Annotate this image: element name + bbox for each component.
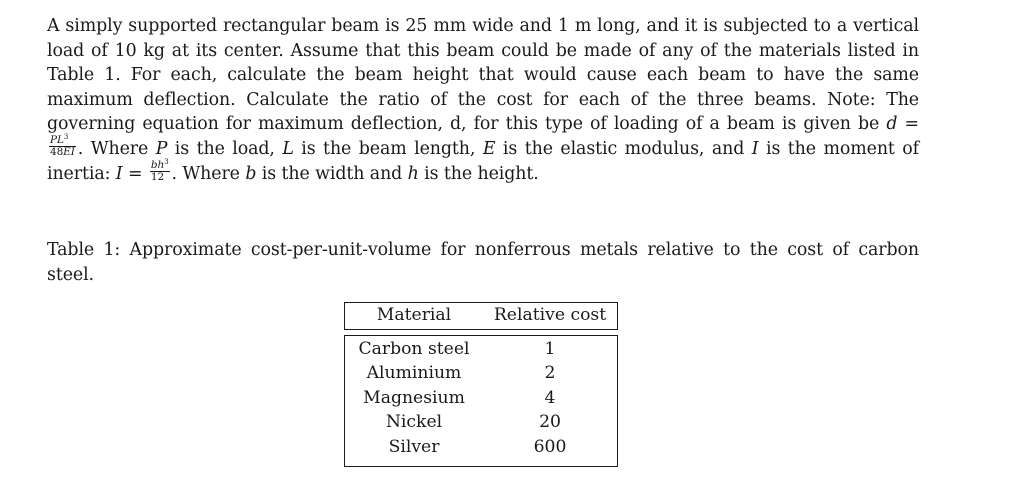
var-d: d [886,114,898,135]
equals-2: = [122,163,148,184]
problem-text-1: A simply supported rectangular beam is 25 mm wide and 1 m long, and it is subjected to a vertical load of 10 kg at its center. Assume that this beam could be made of any of the materials listed in Table 1. For each, calculate the beam height that would cause each beam to have the same maximum deflection. Calculate the ratio of the cost for each of the three beams. Note: The governing equation for maximum deflection, d, for this type of loading of a beam is given be [47,16,919,135]
material-cell: Magnesium [363,387,465,408]
material-cell: Aluminium [366,363,462,384]
numerator-exp-2: 3 [164,157,169,166]
material-cell: Nickel [385,412,443,433]
table-row [345,361,617,385]
cost-cell: 20 [539,412,561,433]
table-rows [345,337,617,459]
var-h: h [407,163,419,184]
denominator-ei: EI [63,145,75,158]
var-l: L [282,138,294,159]
problem-text-4: is the beam length, [293,138,483,159]
problem-text-6: is the moment of inertia: [47,138,920,184]
table-row [345,410,617,434]
problem-text-5: is the elastic modulus, and [495,138,752,159]
table-row [345,386,617,410]
table-header [344,302,618,330]
table-row [345,337,617,361]
inertia-fraction [150,157,170,183]
deflection-denominator [49,147,76,158]
problem-statement [47,14,919,186]
var-b: b [245,163,257,184]
problem-text-2: . Where [77,138,156,159]
table-caption: Table 1: Approximate cost-per-unit-volume for nonferrous metals relative to the cost of carbon steel. [47,240,919,285]
problem-text-7: . Where [171,163,246,184]
numerator-bh: bh [150,158,165,171]
var-p: P [155,138,168,159]
problem-text-3: is the load, [167,138,283,159]
material-cell: Silver [388,436,440,457]
denominator-12: 12 [150,170,165,183]
header-material: Material [376,305,452,325]
cost-cell: 2 [544,363,556,384]
header-relative-cost: Relative cost [493,305,607,325]
equals-1: = [897,114,919,135]
denominator-number: 48 [50,145,64,158]
inertia-denominator [150,172,170,183]
var-i-2: I [115,163,123,184]
material-cell: Carbon steel [358,339,470,359]
cost-cell: 4 [544,387,556,408]
cost-cell: 600 [533,436,567,457]
var-i: I [751,138,759,159]
numerator-exp: 3 [63,132,69,141]
table-body [344,335,618,467]
deflection-fraction [49,132,76,158]
table-row [345,435,617,459]
cost-cell: 1 [544,339,556,359]
var-e: E [482,138,496,159]
problem-text-8: is the width and [256,163,408,184]
numerator-pl: PL [50,133,64,146]
problem-text-9: is the height. [418,163,539,184]
